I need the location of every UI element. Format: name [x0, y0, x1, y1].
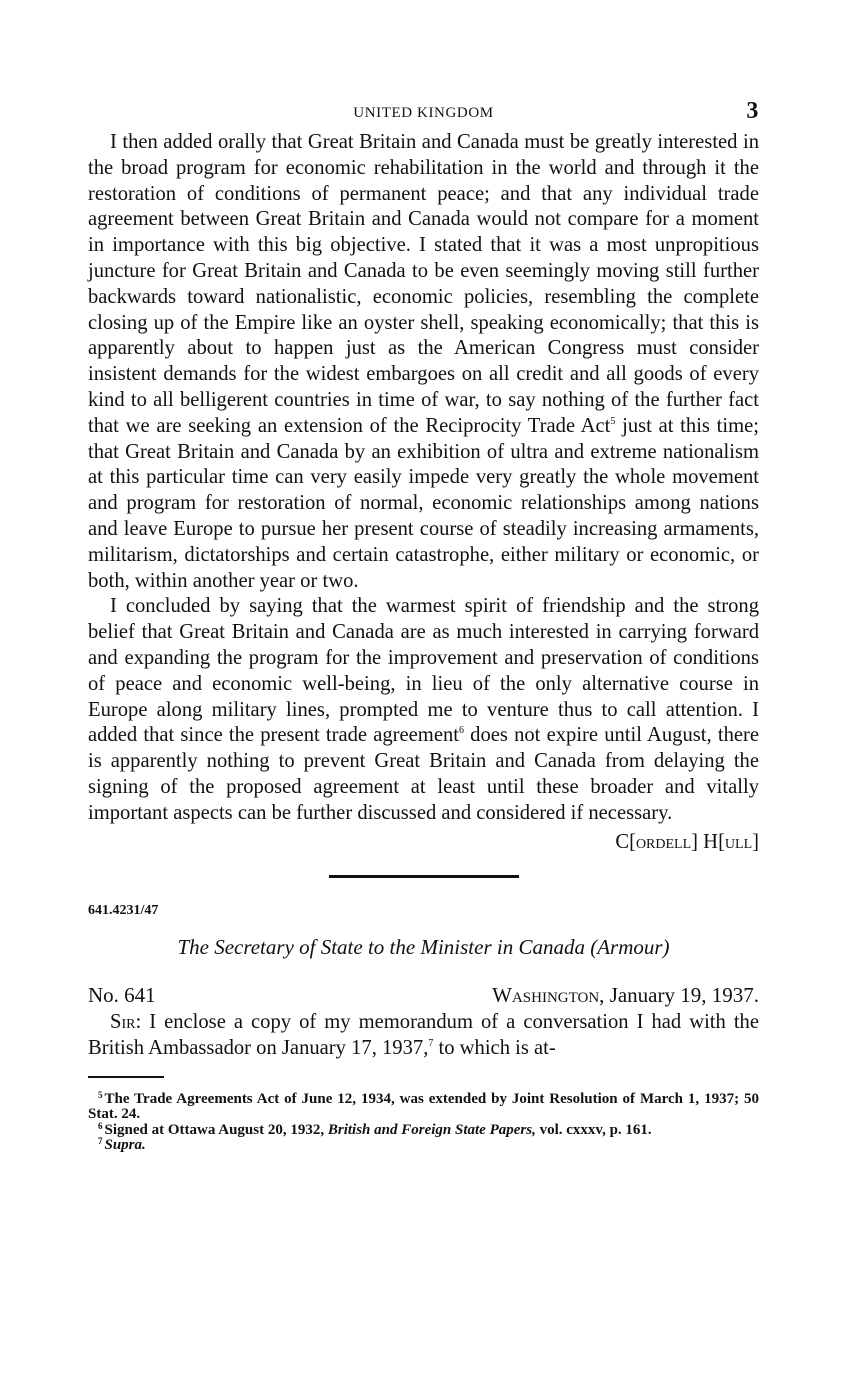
- dateline: [88, 982, 759, 1008]
- footnote: [88, 1089, 759, 1123]
- footnote-mark: 6: [98, 1120, 103, 1131]
- file-number: 641.4231/47: [88, 902, 159, 918]
- footnote-ref: 7: [428, 1037, 434, 1049]
- signature-initial: H: [698, 830, 719, 853]
- letter-text: to which is at-: [433, 1036, 556, 1059]
- page-number: 3: [746, 98, 759, 124]
- footnote-text: The Trade Agreements Act of June 12, 1934, was extended by Joint Resolution of March 1, 1937; 50 Stat. 24.: [88, 1090, 759, 1123]
- paragraph: [88, 130, 759, 594]
- paragraph: [88, 594, 759, 826]
- signature-fill: [ull]: [718, 830, 759, 853]
- footnotes: [88, 1089, 759, 1154]
- footnote-ref: 5: [610, 415, 616, 427]
- footnote-ref: 6: [458, 725, 464, 737]
- letter-text: : I enclose a copy of my memorandum of a conversation I had with the British Ambassador on January 17, 1937,: [88, 1010, 759, 1059]
- footnote-citation: Supra.: [104, 1137, 146, 1154]
- running-title: UNITED KINGDOM: [353, 105, 494, 121]
- footnote-text: Signed at Ottawa August 20, 1932,: [104, 1121, 328, 1138]
- document-page: [88, 96, 759, 1154]
- footnote-divider: [88, 1076, 164, 1078]
- footnote-text: vol. cxxxv, p. 161.: [535, 1121, 652, 1138]
- signature: [88, 829, 759, 855]
- letter-body: [88, 1009, 759, 1061]
- footnote-mark: 7: [98, 1136, 103, 1147]
- paragraph-text: just at this time; that Great Britain and Canada by an exhibition of ultra and extreme nationalism at this particular time can very easily impede very greatly the whole movement and program for restoration of normal, economic relationships among nations and leave Europe to pursue her present course of steadily increasing armaments, militarism, dictatorships and certain catastrophe, either military or economic, or both, within another year or two.: [88, 414, 759, 592]
- paragraph-text: I concluded by saying that the warmest spirit of friendship and the strong belief that Great Britain and Canada are as much interested in carrying forward and expanding the program for the improvement and preservation of conditions of peace and economic well-being, in lieu of the only alternative course in Europe along military lines, prompted me to venture thus to call attention. I added that since the present trade agreement: [88, 595, 759, 747]
- signature-initial: C: [615, 830, 630, 853]
- document-number: No. 641: [88, 982, 156, 1007]
- paragraph-text: does not expire until August, there is apparently nothing to prevent Great Britain and Canada from delaying the signing of the proposed agreement at least until these broader and vitally important aspects can be further discussed and considered if necessary.: [88, 724, 759, 824]
- running-header: [88, 96, 759, 130]
- salutation: Sir: [110, 1010, 136, 1033]
- footnote: [88, 1120, 759, 1139]
- memorandum-body: [88, 130, 759, 827]
- section-divider: [329, 875, 519, 878]
- document-heading: The Secretary of State to the Minister in Canada (Armour): [177, 934, 670, 959]
- paragraph-text: I then added orally that Great Britain and Canada must be greatly interested in the broad program for economic rehabilitation in the world and through it the restoration of conditions of permanent peace; and that any individual trade agreement between Great Britain and Canada would not compare for a moment in importance with this big objective. I stated that it was a most unpropitious juncture for Great Britain and Canada to be even seemingly moving still further backwards toward nationalistic, economic policies, resembling the complete closing up of the Empire like an oyster shell, speaking economically; that this is apparently about to happen just as the American Congress must consider insistent demands for the widest embargoes on all credit and all goods of every kind to all belligerent countries in time of war, to say nothing of the further fact that we are seeking an extension of the Reciprocity Trade Act: [88, 131, 759, 437]
- place-date: [492, 982, 759, 1008]
- footnote-citation: British and Foreign State Papers,: [327, 1121, 536, 1138]
- footnote-mark: 5: [98, 1089, 103, 1100]
- date: January 19, 1937.: [604, 982, 759, 1007]
- footnote: [88, 1138, 759, 1154]
- place: Washington,: [492, 982, 605, 1007]
- signature-fill: [ordell]: [629, 830, 699, 853]
